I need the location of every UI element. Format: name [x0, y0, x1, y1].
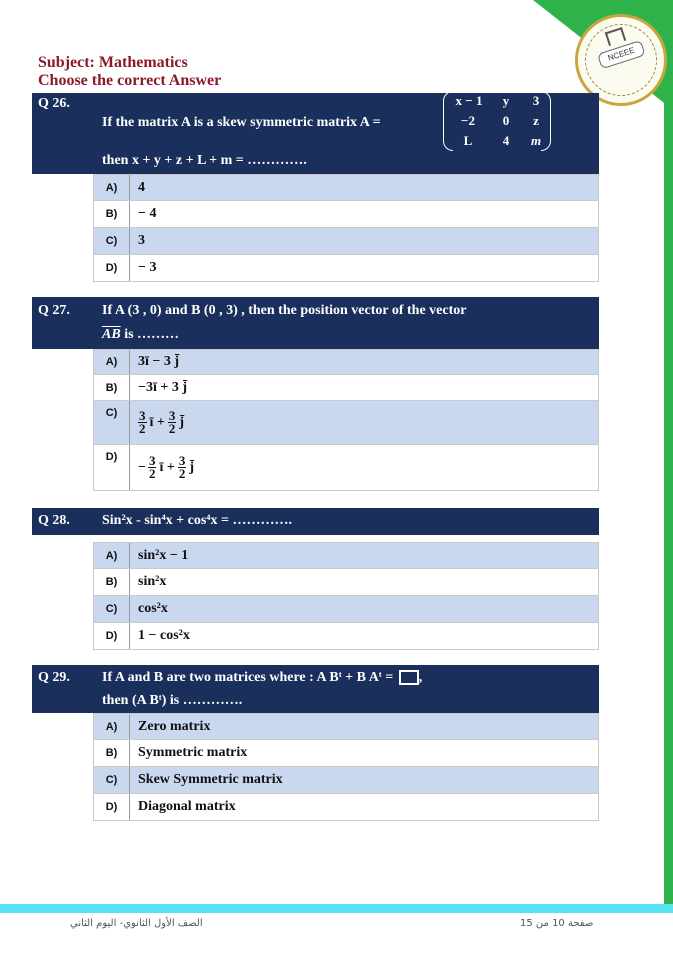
numerator: 3: [168, 408, 176, 423]
matrix-cell: 3: [532, 93, 540, 108]
option-d[interactable]: [93, 623, 599, 650]
option-value: Skew Symmetric matrix: [138, 772, 283, 787]
instruction-text: Choose the correct Answer: [38, 72, 222, 89]
sign: −: [138, 459, 146, 475]
option-letter: C): [94, 228, 130, 254]
term: ī +: [149, 414, 165, 430]
page-header: [38, 54, 221, 90]
option-c[interactable]: [93, 228, 599, 255]
option-letter: B): [94, 375, 130, 400]
question-number: Q 29.: [38, 670, 70, 685]
question-text-line: [102, 670, 422, 686]
option-value: 3: [138, 233, 145, 248]
denominator: 2: [168, 421, 176, 436]
option-a[interactable]: [93, 174, 599, 201]
logo-label: NCEEE: [597, 40, 646, 69]
option-c[interactable]: [93, 767, 599, 794]
option-a[interactable]: [93, 542, 599, 569]
option-letter: B): [94, 201, 130, 227]
option-b[interactable]: [93, 569, 599, 596]
option-value: [138, 445, 194, 490]
question-29-bar: [32, 665, 599, 713]
option-letter: A): [94, 175, 130, 200]
numerator: 3: [139, 408, 146, 423]
option-b[interactable]: [93, 201, 599, 228]
option-letter: D): [94, 445, 130, 490]
term: j̄: [189, 459, 195, 475]
question-text: If the matrix A is a skew symmetric matrix A =: [102, 115, 381, 130]
fraction: [148, 455, 157, 480]
option-letter: C): [94, 401, 130, 444]
question-29-options: [93, 713, 599, 821]
term: ī +: [159, 459, 175, 475]
option-letter: C): [94, 767, 130, 793]
question-28-bar: [32, 508, 599, 535]
option-d[interactable]: [93, 794, 599, 821]
question-continuation: then x + y + z + L + m = ………….: [102, 153, 307, 168]
question-28-options: [93, 542, 599, 650]
footer-page-number: صفحة 10 من 15: [520, 918, 594, 929]
numerator: 3: [178, 453, 186, 468]
matrix-cell: 0: [502, 113, 510, 128]
question-text: If A and B are two matrices where : A Bᵗ + B Aᵗ =: [102, 670, 397, 685]
option-c[interactable]: [93, 596, 599, 623]
option-value: cos²x: [138, 601, 168, 616]
empty-box-icon: [399, 670, 419, 685]
option-a[interactable]: [93, 349, 599, 375]
option-c[interactable]: [93, 401, 599, 445]
option-a[interactable]: [93, 713, 599, 740]
fraction: [178, 455, 187, 480]
option-b[interactable]: [93, 740, 599, 767]
term: j̄: [179, 414, 185, 430]
question-27-bar: [32, 297, 599, 349]
option-value: Diagonal matrix: [138, 799, 236, 814]
option-value: 3ī − 3 j̄: [138, 354, 180, 369]
option-value: − 3: [138, 260, 157, 275]
question-number: Q 27.: [38, 303, 70, 318]
denominator: 2: [139, 421, 146, 436]
option-letter: D): [94, 623, 130, 649]
matrix-cell: y: [502, 93, 510, 108]
continuation-text: is ………: [120, 327, 180, 342]
question-text: If A (3 , 0) and B (0 , 3) , then the position vector of the vector: [102, 303, 467, 318]
footer-bar: [0, 904, 673, 913]
footer-grade-label: الصف الأول الثانوي- اليوم الثاني: [70, 918, 203, 929]
option-letter: D): [94, 794, 130, 820]
denominator: 2: [178, 466, 186, 481]
option-value: 1 − cos²x: [138, 628, 190, 643]
question-continuation-line: [102, 327, 179, 343]
question-text: Sin²x - sin⁴x + cos⁴x = ………….: [102, 513, 292, 528]
vector-ab: $\overline{AB}$: [102, 327, 121, 342]
option-letter: A): [94, 350, 130, 374]
question-number: Q 28.: [38, 513, 70, 528]
matrix-cell: x − 1: [455, 93, 483, 108]
matrix-cell: L: [463, 133, 473, 148]
option-value: Symmetric matrix: [138, 745, 248, 760]
option-letter: B): [94, 569, 130, 595]
option-letter: B): [94, 740, 130, 766]
option-b[interactable]: [93, 375, 599, 401]
matrix-a: [443, 91, 551, 153]
fraction: [168, 410, 177, 435]
question-27-options: [93, 349, 599, 491]
right-border-bar: [664, 90, 673, 905]
matrix-cell: −2: [461, 113, 475, 128]
option-letter: A): [94, 543, 130, 568]
fraction: [138, 410, 147, 435]
option-letter: C): [94, 596, 130, 622]
matrix-cell: m: [530, 133, 542, 148]
matrix-cell: z: [533, 113, 539, 128]
subject-title: Subject: Mathematics: [38, 54, 188, 71]
option-letter: D): [94, 255, 130, 281]
question-number: Q 26.: [38, 96, 70, 111]
numerator: 3: [148, 453, 156, 468]
option-d[interactable]: [93, 445, 599, 491]
option-value: − 4: [138, 206, 157, 221]
option-value: sin²x: [138, 574, 167, 589]
question-continuation: then (A Bᵗ) is ………….: [102, 693, 243, 708]
denominator: 2: [148, 466, 156, 481]
option-value: sin²x − 1: [138, 547, 189, 563]
question-26-options: [93, 174, 599, 282]
option-value: [138, 401, 184, 444]
option-value: Zero matrix: [138, 718, 211, 734]
option-d[interactable]: [93, 255, 599, 282]
question-text-end: ,: [418, 670, 423, 685]
option-value: 4: [138, 179, 145, 195]
matrix-cell: 4: [502, 133, 510, 148]
option-letter: A): [94, 714, 130, 739]
option-value: −3ī + 3 j̄: [138, 379, 188, 395]
